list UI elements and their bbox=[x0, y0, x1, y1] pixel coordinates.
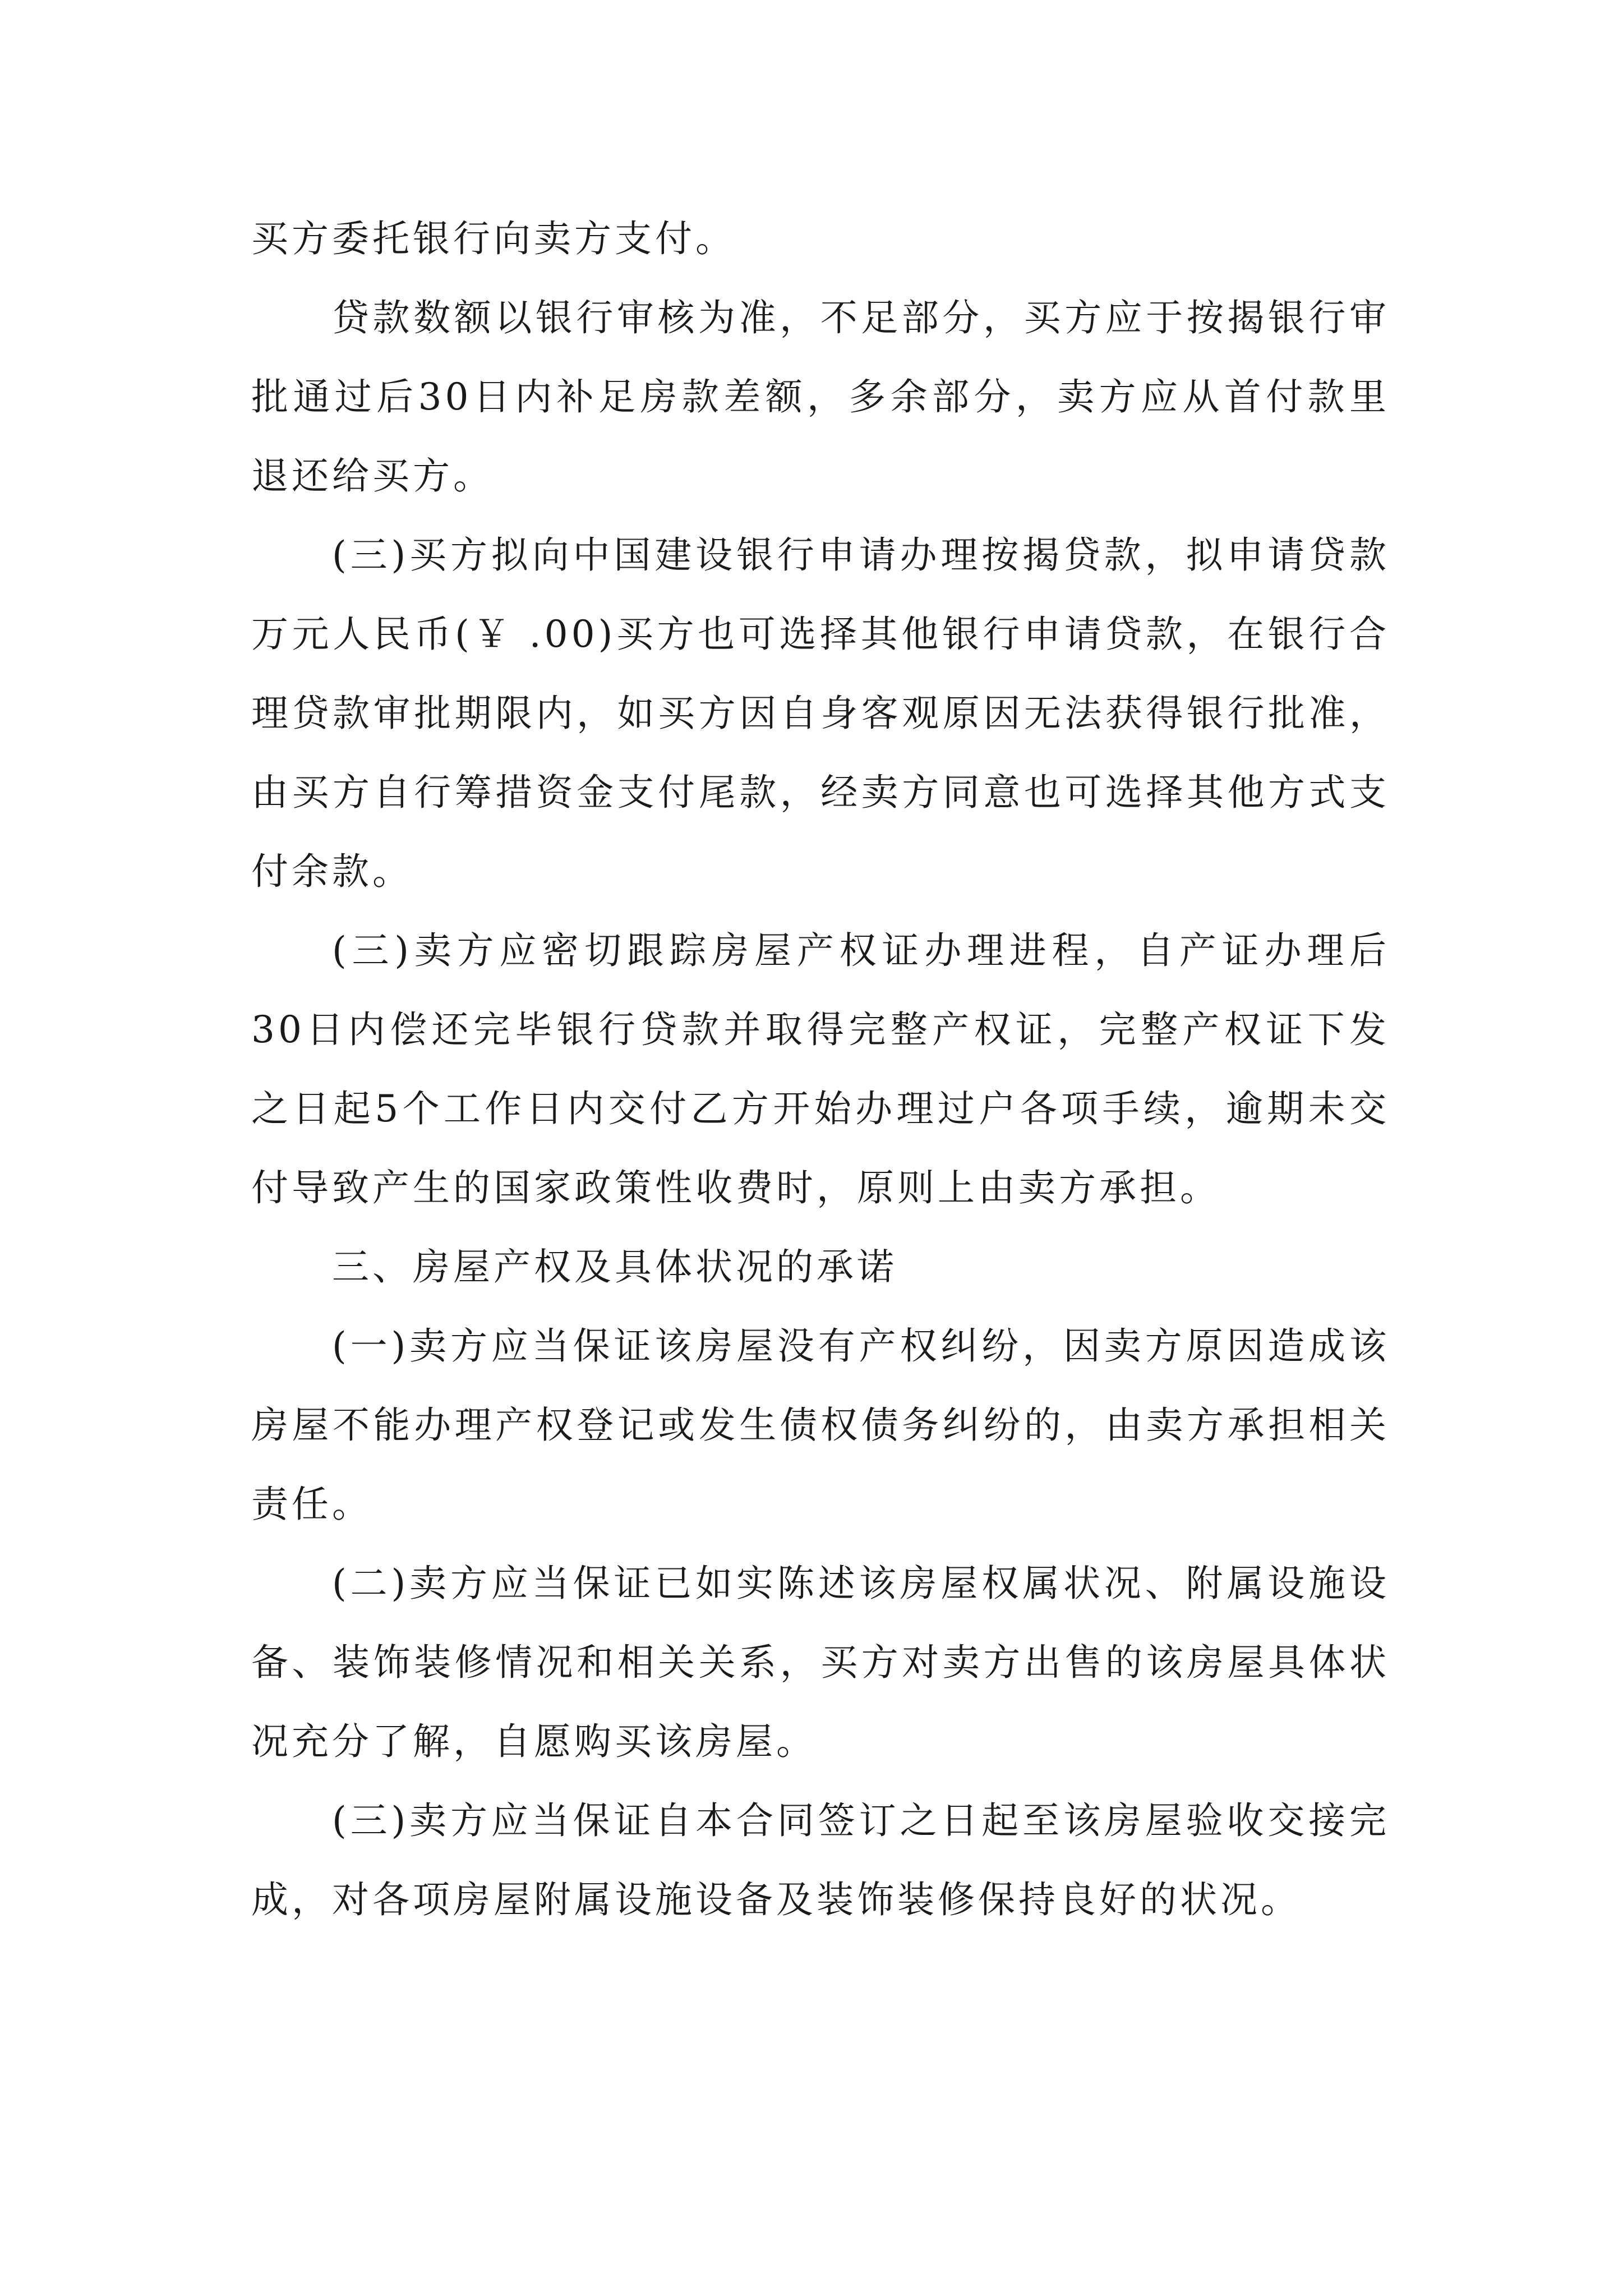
paragraph-mortgage-application: (三)买方拟向中国建设银行申请办理按揭贷款，拟申请贷款 万元人民币(￥ .00)买方也可选择其他银行申请贷款，在银行合理贷款审批期限内，如买方因自身客观原因无法获得银行批准，由买方自行筹措资金支付尾款，经卖方同意也可选择其他方式支付余款。 bbox=[251, 533, 1390, 893]
paragraph-title-certificate: (三)卖方应密切跟踪房屋产权证办理进程，自产证办理后30日内偿还完毕银行贷款并取得完整产权证，完整产权证下发之日起5个工作日内交付乙方开始办理过户各项手续，逾期未交付导致产生的国家政策性收费时，原则上由卖方承担。 bbox=[251, 929, 1390, 1209]
paragraph-loan-amount: 贷款数额以银行审核为准，不足部分，买方应于按揭银行审批通过后30日内补足房款差额，多余部分，卖方应从首付款里退还给买方。 bbox=[251, 296, 1390, 498]
document-body bbox=[251, 199, 1390, 1939]
section-heading-property-commitment: 三、房屋产权及具体状况的承诺 bbox=[332, 1245, 897, 1289]
paragraph-maintain-condition: (三)卖方应当保证自本合同签订之日起至该房屋验收交接完成，对各项房屋附属设施设备及装饰装修保持良好的状况。 bbox=[251, 1799, 1390, 1921]
paragraph-no-disputes: (一)卖方应当保证该房屋没有产权纠纷，因卖方原因造成该房屋不能办理产权登记或发生债权债务纠纷的，由卖方承担相关责任。 bbox=[251, 1324, 1390, 1526]
paragraph-truthful-disclosure: (二)卖方应当保证已如实陈述该房屋权属状况、附属设施设备、装饰装修情况和相关关系，买方对卖方出售的该房屋具体状况充分了解，自愿购买该房屋。 bbox=[251, 1562, 1390, 1763]
paragraph-payment-continuation: 买方委托银行向卖方支付。 bbox=[251, 217, 736, 260]
